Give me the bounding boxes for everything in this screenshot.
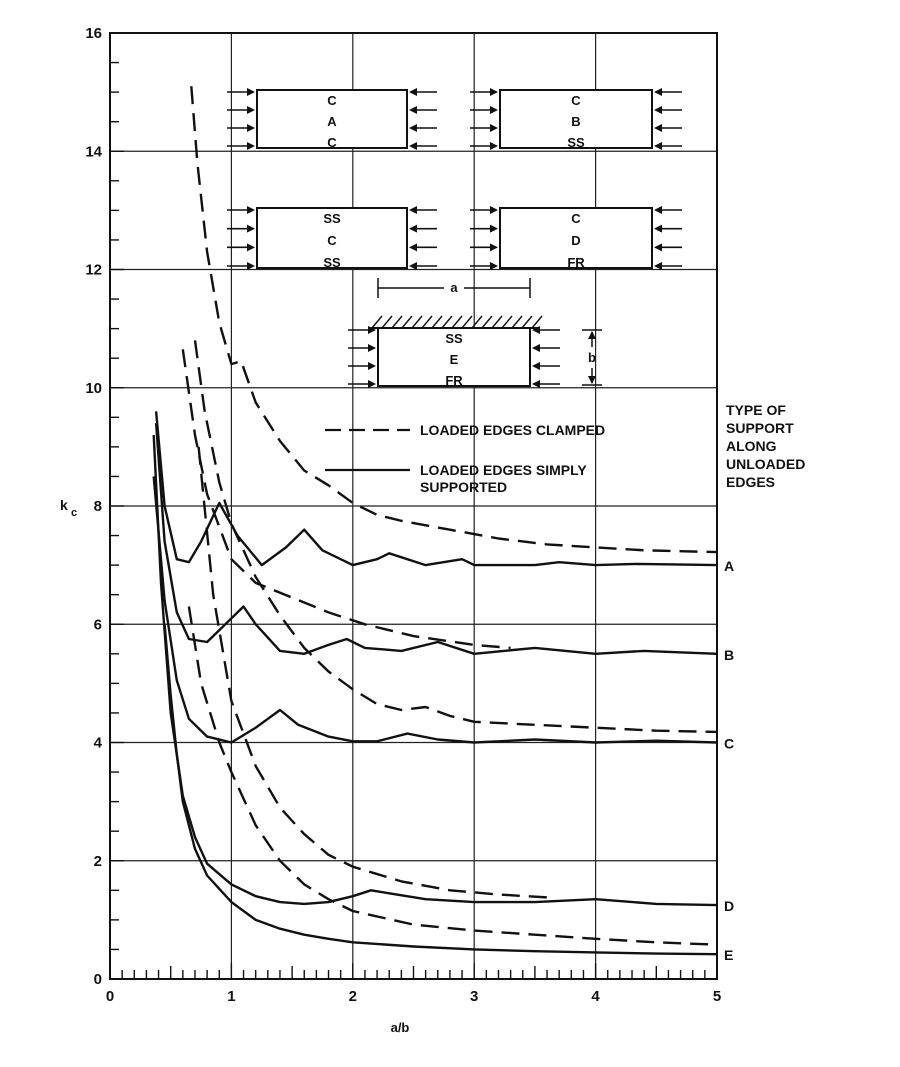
support-title-line-4: UNLOADED: [726, 456, 806, 472]
plate-edge-label: C: [327, 233, 337, 248]
plate-edge-label: E: [449, 352, 459, 367]
x-tick-label: 0: [105, 988, 115, 1005]
plate-edge-label: D: [571, 233, 581, 248]
plate-edge-label: C: [571, 93, 581, 108]
x-tick-label: 4: [591, 988, 600, 1005]
plate-edge-label: C: [327, 93, 337, 108]
legend-clamped-label: LOADED EDGES CLAMPED: [420, 422, 606, 438]
curve-label-B: B: [724, 646, 735, 663]
y-tick-label: 14: [85, 143, 102, 161]
plate-edge-label: B: [571, 114, 581, 129]
y-tick-label: 0: [93, 971, 102, 988]
x-axis-label: a/b: [390, 1020, 410, 1035]
plate-3: [227, 206, 437, 270]
plate-edge-label: SS: [567, 135, 585, 150]
plate-edge-label: SS: [323, 211, 341, 226]
x-tick-label: 1: [227, 988, 236, 1005]
support-title-line-2: SUPPORT: [726, 420, 794, 436]
plate-2: [470, 88, 682, 150]
plate-1: [227, 88, 437, 150]
support-title-line-1: TYPE OF: [726, 402, 786, 418]
plate-edge-label: SS: [445, 331, 463, 346]
plate-edge-label: SS: [323, 255, 341, 270]
x-tick-label: 3: [470, 988, 479, 1005]
curve-label-D: D: [724, 898, 735, 915]
x-tick-label: 2: [348, 988, 357, 1005]
y-tick-label: 6: [93, 616, 102, 634]
curve-label-E: E: [724, 947, 734, 964]
curve-label-A: A: [724, 558, 735, 575]
y-tick-label: 10: [85, 379, 102, 397]
dimension-b-label: b: [588, 350, 596, 365]
plate-edge-label: C: [327, 135, 337, 150]
legend-ss-label-line2: SUPPORTED: [420, 479, 508, 495]
plate-edge-label: FR: [567, 255, 585, 270]
plate-edge-label: A: [327, 114, 337, 129]
y-tick-label: 8: [93, 498, 102, 515]
y-axis-label-subscript: c: [71, 507, 78, 519]
y-tick-label: 16: [85, 25, 102, 42]
support-title-line-5: EDGES: [726, 474, 776, 490]
y-axis-label: k: [60, 497, 68, 513]
x-tick-label: 5: [712, 988, 722, 1005]
y-tick-label: 2: [93, 852, 102, 870]
support-title-line-3: ALONG: [726, 438, 777, 454]
dimension-a-label: a: [450, 280, 458, 295]
plate-edge-label: FR: [445, 373, 463, 388]
legend-ss-label-line1: LOADED EDGES SIMPLY: [420, 462, 587, 478]
plate-4: [470, 206, 682, 270]
y-tick-label: 12: [85, 261, 102, 279]
plate-edge-label: C: [571, 211, 581, 226]
y-tick-label: 4: [93, 734, 102, 752]
curve-label-C: C: [724, 735, 735, 752]
